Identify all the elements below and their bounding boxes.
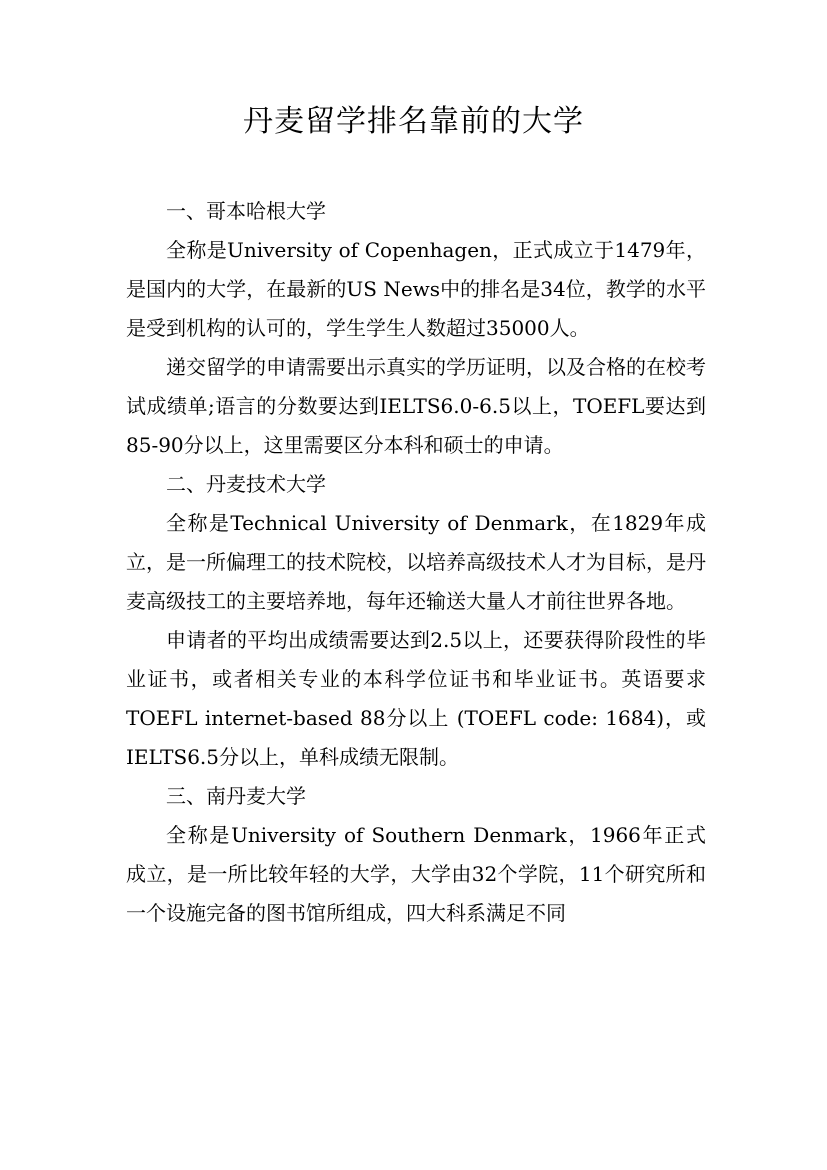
document-body bbox=[126, 192, 706, 933]
section-heading-dtu: 二、丹麦技术大学 bbox=[166, 472, 326, 496]
section-heading-copenhagen: 一、哥本哈根大学 bbox=[166, 199, 326, 223]
paragraph-sdu-intro: 全称是University of Southern Denmark，1966年正式成立，是一所比较年轻的大学，大学由32个学院，11个研究所和一个设施完备的图书馆所组成，四大科系满足不同 bbox=[126, 823, 706, 925]
document-title: 丹麦留学排名靠前的大学 bbox=[243, 104, 584, 139]
section-heading-sdu: 三、南丹麦大学 bbox=[166, 784, 306, 808]
paragraph-copenhagen-requirements: 递交留学的申请需要出示真实的学历证明，以及合格的在校考试成绩单;语言的分数要达到IELTS6.0-6.5以上，TOEFL要达到85-90分以上，这里需要区分本科和硕士的申请。 bbox=[126, 355, 706, 457]
paragraph-dtu-intro: 全称是Technical University of Denmark，在1829年成立，是一所偏理工的技术院校，以培养高级技术人才为目标，是丹麦高级技工的主要培养地，每年还输送大量人才前往世界各地。 bbox=[126, 511, 706, 613]
paragraph-dtu-requirements: 申请者的平均出成绩需要达到2.5以上，还要获得阶段性的毕业证书，或者相关专业的本科学位证书和毕业证书。英语要求TOEFL internet-based 88分以上 (TOEFL code: 1684)，或IELTS6.5分以上，单科成绩无限制。 bbox=[126, 628, 706, 769]
paragraph-copenhagen-intro: 全称是University of Copenhagen，正式成立于1479年，是国内的大学，在最新的US News中的排名是34位，教学的水平是受到机构的认可的，学生学生人数超过35000人。 bbox=[126, 238, 706, 340]
